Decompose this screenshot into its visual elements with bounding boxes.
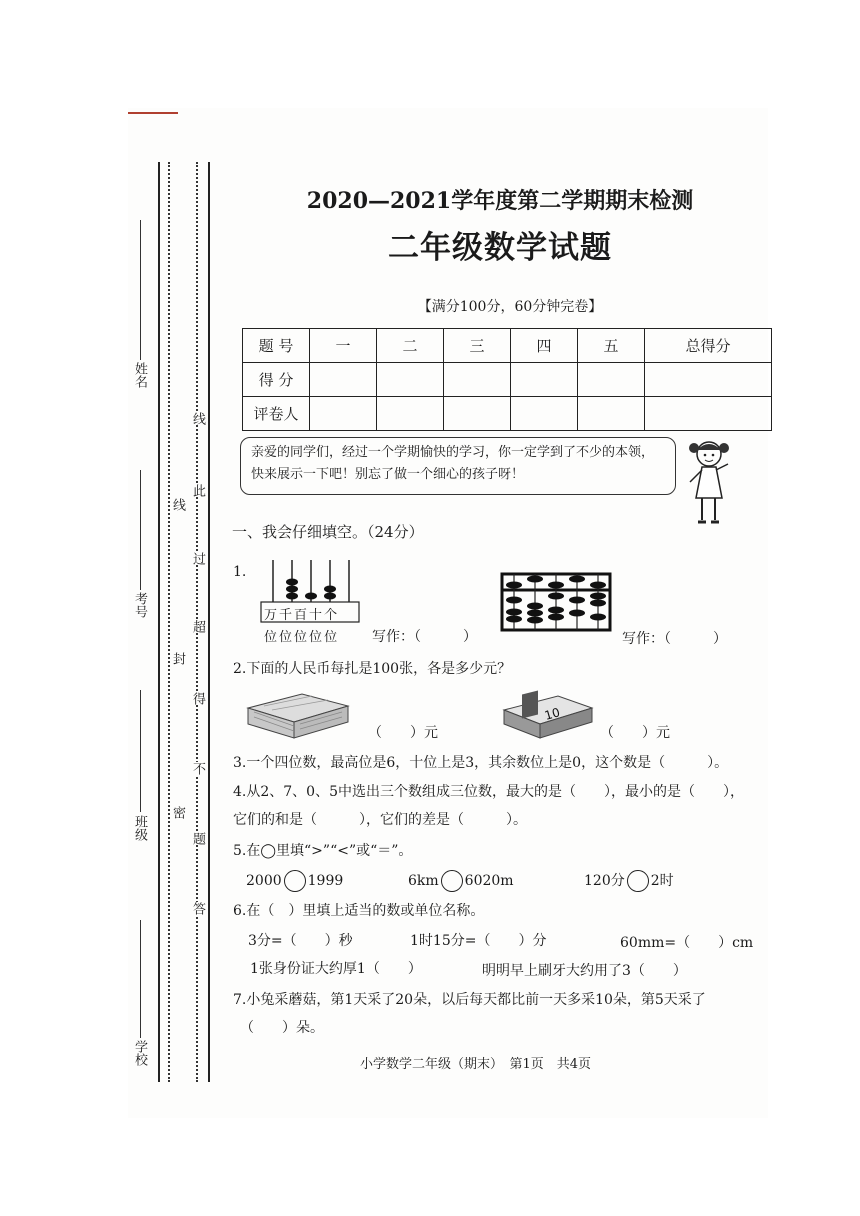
- place-label: 位: [324, 630, 340, 645]
- score-cell[interactable]: [511, 363, 578, 397]
- place-label: 位: [279, 630, 295, 645]
- q6-item-c[interactable]: 60mm=（ ）cm: [620, 935, 754, 951]
- school-blank: [140, 920, 141, 1038]
- column-header: 一: [310, 329, 377, 363]
- question-5: 5.在◯里填“>”“<”或“＝”。: [233, 843, 413, 859]
- seal-char: 题: [190, 832, 205, 845]
- exam-no-blank: [140, 470, 141, 590]
- answer-circle[interactable]: [441, 870, 463, 892]
- seal-char: 不: [190, 762, 205, 775]
- class-label: 班级: [132, 815, 147, 841]
- place-label: 个: [324, 608, 340, 623]
- column-header: 五: [578, 329, 645, 363]
- answer-circle[interactable]: [627, 870, 649, 892]
- place-label: 十: [309, 608, 325, 623]
- seal-char: 过: [190, 552, 205, 565]
- girl-illustration-icon: [680, 436, 738, 528]
- score-table: [242, 328, 772, 431]
- q6-item-d[interactable]: 1张身份证大约厚1（ ）: [250, 961, 422, 977]
- score-cell[interactable]: [578, 363, 645, 397]
- place-labels-top: [264, 604, 339, 623]
- grader-cell[interactable]: [645, 397, 772, 431]
- seal-char: 线: [190, 412, 205, 425]
- money-stack-icon: [242, 684, 354, 742]
- q1-answer-2[interactable]: 写作：（ ）: [622, 631, 727, 647]
- binding-line-left: [158, 162, 160, 1082]
- score-cell[interactable]: [377, 363, 444, 397]
- score-cell[interactable]: [645, 363, 772, 397]
- seal-char: 此: [190, 484, 205, 497]
- question-4b: 它们的和是（ ），它们的差是（ ）。: [233, 812, 527, 828]
- seal-char: 封: [170, 652, 185, 665]
- seal-char: 密: [170, 806, 185, 819]
- place-label: 位: [309, 630, 325, 645]
- q6-item-a[interactable]: 3分=（ ）秒: [248, 933, 353, 949]
- q6-item-b[interactable]: 1时15分=（ ）分: [410, 933, 547, 949]
- row-header: 题 号: [243, 329, 310, 363]
- score-cell[interactable]: [310, 363, 377, 397]
- column-header: 总得分: [645, 329, 772, 363]
- seal-char: 线: [170, 498, 185, 511]
- abacus-icon: [500, 570, 614, 634]
- table-row: [243, 397, 772, 431]
- compare-right: 6020m: [464, 873, 514, 889]
- score-cell[interactable]: [444, 363, 511, 397]
- page-footer: 小学数学二年级（期末） 第1页 共4页: [360, 1057, 592, 1072]
- row-header: 评卷人: [243, 397, 310, 431]
- seal-char: 答: [190, 902, 205, 915]
- grader-cell[interactable]: [578, 397, 645, 431]
- school-label: 学校: [132, 1040, 147, 1066]
- table-row: [243, 363, 772, 397]
- exam-title: 2020—2021学年度第二学期期末检测: [306, 188, 694, 214]
- compare-right: 1999: [307, 873, 344, 889]
- compare-right: 2时: [650, 873, 674, 889]
- exam-subtitle: 二年级数学试题: [388, 230, 612, 266]
- compare-item-2: [408, 870, 514, 892]
- name-label: 姓名: [132, 362, 147, 388]
- grader-cell[interactable]: [310, 397, 377, 431]
- q1-answer-1[interactable]: 写作：（ ）: [372, 629, 477, 645]
- compare-item-3: [584, 870, 674, 892]
- name-blank: [140, 220, 141, 360]
- question-4a: 4.从2、7、0、5中选出三个数组成三位数，最大的是（ ），最小的是（ ），: [233, 784, 744, 800]
- money-bundle-icon: [500, 690, 596, 742]
- question-7b[interactable]: （ ）朵。: [240, 1020, 324, 1036]
- binding-line-right: [208, 162, 210, 1082]
- column-header: 四: [511, 329, 578, 363]
- grader-cell[interactable]: [444, 397, 511, 431]
- compare-left: 6km: [408, 873, 439, 889]
- place-label: 千: [279, 608, 295, 623]
- compare-left: 120分: [584, 873, 625, 889]
- place-label: 位: [264, 630, 280, 645]
- decorative-top-line: [128, 112, 178, 114]
- column-header: 三: [444, 329, 511, 363]
- place-labels-bottom: [264, 626, 339, 645]
- compare-left: 2000: [246, 873, 282, 889]
- exam-note: 【满分100分，60分钟完卷】: [417, 299, 603, 315]
- section-heading: 一、我会仔细填空。（24分）: [232, 523, 424, 541]
- q6-item-e[interactable]: 明明早上刷牙大约用了3（ ）: [482, 963, 687, 979]
- grader-cell[interactable]: [377, 397, 444, 431]
- grader-cell[interactable]: [511, 397, 578, 431]
- place-label: 位: [294, 630, 310, 645]
- question-number: 1.: [233, 564, 247, 580]
- question-2: 2.下面的人民币每扎是100张，各是多少元？: [233, 661, 512, 677]
- q2-answer-1[interactable]: （ ）元: [368, 725, 438, 741]
- answer-circle[interactable]: [284, 870, 306, 892]
- seal-char: 得: [190, 692, 205, 705]
- seal-char: 超: [190, 620, 205, 633]
- column-header: 二: [377, 329, 444, 363]
- question-7a: 7.小兔采蘑菇，第1天采了20朵，以后每天都比前一天多采10朵，第5天采了: [233, 992, 706, 1008]
- q2-answer-2[interactable]: （ ）元: [600, 725, 670, 741]
- compare-item-1: [246, 870, 343, 892]
- row-header: 得 分: [243, 363, 310, 397]
- question-6: 6.在（ ）里填上适当的数或单位名称。: [233, 903, 485, 919]
- place-label: 万: [264, 608, 280, 623]
- question-3: 3.一个四位数，最高位是6，十位上是3，其余数位上是0，这个数是（ ）。: [233, 755, 729, 771]
- table-row: [243, 329, 772, 363]
- bill-label: 10: [542, 705, 562, 723]
- binding-dotted-line-1: [168, 162, 170, 1082]
- place-label: 百: [294, 608, 310, 623]
- exam-no-label: 考号: [132, 592, 147, 618]
- notice-box: 亲爱的同学们，经过一个学期愉快的学习，你一定学到了不少的本领，快来展示一下吧！别忘了做一个细心的孩子呀！: [240, 437, 676, 495]
- class-blank: [140, 690, 141, 812]
